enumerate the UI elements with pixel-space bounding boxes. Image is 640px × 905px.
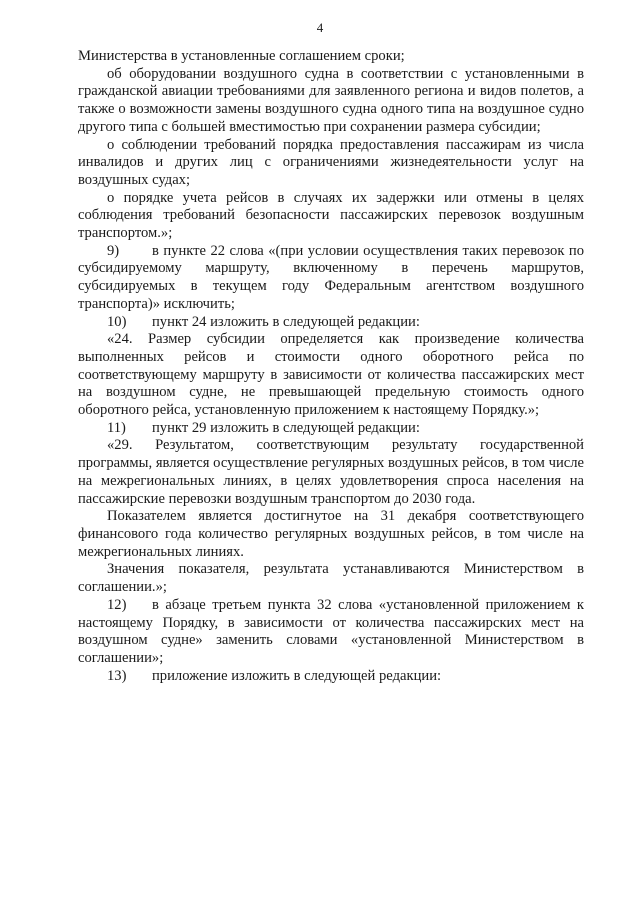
paragraph-text: «29. Результатом, соответствующим результату государственной программы, является осуществление регулярных воздушных рейсов, в том числе на межрегиональных линиях, в целях удовлетворения спроса населения на пассажирские перевозки воздушным транспортом до 2030 года.	[78, 437, 584, 507]
list-item-13	[78, 668, 584, 686]
paragraph-values	[78, 561, 584, 596]
paragraph-text: «24. Размер субсидии определяется как произведение количества выполненных рейсов и стоимости одного оборотного рейса по соответствующему маршруту в зависимости от количества пассажирских мест на воздушном судне, не превышающей предельную стоимость одного оборотного рейса, установленную приложением к настоящему Порядку.»;	[78, 331, 584, 419]
paragraph-text: о порядке учета рейсов в случаях их задержки или отмены в целях соблюдения требований безопасности пассажирских перевозок воздушным транспортом.»;	[78, 189, 584, 242]
list-item-number: 12)	[107, 596, 127, 613]
paragraph-24	[78, 331, 584, 420]
list-item-number: 9)	[107, 242, 120, 259]
list-item-number: 11)	[107, 419, 126, 436]
list-item-number: 13)	[107, 667, 127, 684]
list-item-10	[78, 314, 584, 332]
paragraph-indicator	[78, 508, 584, 561]
paragraph-4	[78, 190, 584, 243]
list-item-text: приложение изложить в следующей редакции:	[152, 667, 442, 684]
paragraph-text: Министерства в установленные соглашением сроки;	[78, 48, 405, 64]
document-body	[78, 48, 584, 685]
list-item-12	[78, 597, 584, 668]
paragraph-text: Значения показателя, результата устанавливаются Министерством в соглашении.»;	[78, 561, 584, 596]
list-item-text: пункт 29 изложить в следующей редакции:	[152, 419, 420, 436]
paragraph-text: Показателем является достигнутое на 31 декабря соответствующего финансового года количество регулярных воздушных рейсов, в том числе на межрегиональных линиях.	[78, 508, 584, 560]
list-item-text: пункт 24 изложить в следующей редакции:	[152, 313, 420, 330]
list-item-text: в абзаце третьем пункта 32 слова «установленной приложением к настоящему Порядку, в зависимости от количества пассажирских мест на воздушном судне» заменить словами «установленной Министерством в соглашении»;	[78, 596, 584, 666]
paragraph-29	[78, 437, 584, 508]
paragraph-text: о соблюдении требований порядка предоставления пассажирам из числа инвалидов и других лиц с ограничениями жизнедеятельности услуг на воздушных судах;	[78, 136, 584, 188]
list-item-11	[78, 420, 584, 438]
list-item-text: в пункте 22 слова «(при условии осуществления таких перевозок по субсидируемому маршруту, включенному в перечень маршрутов, субсидируемых в текущем году Федеральным агентством воздушного транспорта)» исключить;	[78, 242, 584, 312]
list-item-9	[78, 243, 584, 314]
page-number: 4	[316, 20, 324, 35]
list-item-number: 10)	[107, 313, 127, 330]
paragraph-3	[78, 137, 584, 190]
paragraph-2	[78, 66, 584, 137]
paragraph-1	[78, 48, 584, 66]
paragraph-text: об оборудовании воздушного судна в соответствии с установленными в гражданской авиации требованиями для заявленного региона и видов полетов, а также о возможности замены воздушного судна одного типа на воздушное судно другого типа с большей вместимостью при сохранении размера субсидии;	[78, 65, 584, 135]
